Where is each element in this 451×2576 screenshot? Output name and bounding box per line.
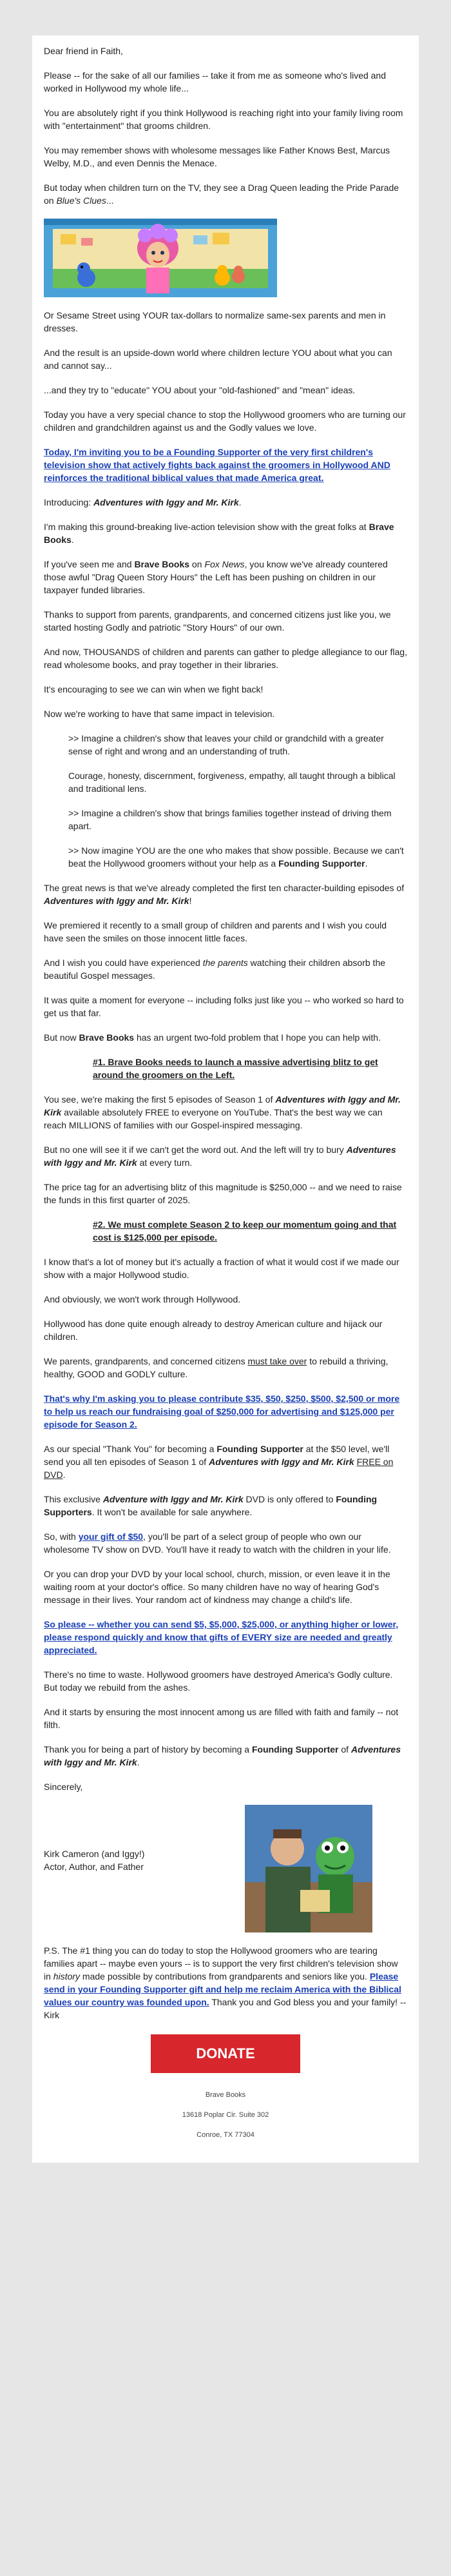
paragraph xyxy=(44,446,407,484)
gift-50-link[interactable]: your gift of $50 xyxy=(78,1531,144,1542)
numbered-point-2: #2. We must complete Season 2 to keep our momentum going and that cost is $125,000 per episode. xyxy=(93,1219,397,1243)
paragraph: And now, THOUSANDS of children and parents can gather to pledge allegiance to our flag, read wholesome books, and pray together in their libraries. xyxy=(44,647,407,670)
paragraph: Thank you for being a part of history by becoming a Founding Supporter of Adventures with Iggy and Mr. Kirk. xyxy=(44,1744,401,1767)
paragraph: You may remember shows with wholesome messages like Father Knows Best, Marcus Welby, M.D., and even Dennis the Menace. xyxy=(44,145,390,168)
paragraph: If you've seen me and Brave Books on Fox News, you know we've already countered those awful "Drag Queen Story Hours" the Left has been pushing on children in our taxpayer funded libraries. xyxy=(44,559,388,595)
paragraph: And I wish you could have experienced the parents watching their children absorb the beautiful Gospel messages. xyxy=(44,958,386,981)
paragraph: But today when children turn on the TV, they see a Drag Queen leading the Pride Parade on Blue's Clues... xyxy=(44,182,399,206)
indented-paragraph: >> Now imagine YOU are the one who makes that show possible. Because we can't beat the Hollywood groomers without your help as a Founding Supporter. xyxy=(68,845,404,869)
author-with-puppet-illustration xyxy=(245,1805,372,1932)
ps-gift-link[interactable]: Please send in your Founding Supporter gift and help me reclaim America with the Biblical values our country was founded upon. xyxy=(44,1971,401,2007)
paragraph: It's encouraging to see we can win when we fight back! xyxy=(44,684,264,694)
paragraph: Please -- for the sake of all our families -- take it from me as someone who's lived and worked in Hollywood my whole life... xyxy=(44,70,387,93)
paragraph: Hollywood has done quite enough already to destroy American culture and hijack our children. xyxy=(44,1319,383,1342)
numbered-point-1: #1. Brave Books needs to launch a massive advertising blitz to get around the groomers on the Left. xyxy=(93,1057,378,1080)
paragraph: And obviously, we won't work through Hollywood. xyxy=(44,1294,241,1304)
sign-off: Sincerely, xyxy=(44,1782,83,1792)
email-body xyxy=(32,35,419,2163)
indented-paragraph: Courage, honesty, discernment, forgiveness, empathy, all taught through a biblical and traditional lens. xyxy=(68,771,396,794)
postscript: P.S. The #1 thing you can do today to stop the Hollywood groomers who are tearing families apart -- maybe even yours -- is to support the very first children's television show in history made possible by contributions from grandparents and seniors like you. Please send in your Founding Supporter gift and help me reclaim America with the Biblical values our country was founded upon. Thank you and God bless you and your family! -- Kirk xyxy=(44,1945,407,2020)
paragraph: You see, we're making the first 5 episodes of Season 1 of Adventures with Iggy and Mr. Kirk available absolutely FREE to everyone on YouTube. That's the best way we can reach MILLIONS of families with our Gospel-inspired messaging. xyxy=(44,1094,401,1130)
paragraph: Introducing: Adventures with Iggy and Mr. Kirk. xyxy=(44,497,242,507)
contribute-link[interactable]: That's why I'm asking you to please contribute $35, $50, $250, $500, $2,500 or more to help us reach our fundraising goal of $250,000 for advertising and $125,000 per episode for Season 2. xyxy=(44,1393,400,1430)
indented-paragraph: >> Imagine a children's show that brings families together instead of driving them apart. xyxy=(68,808,392,831)
signature-name: Kirk Cameron (and Iggy!) xyxy=(44,1849,145,1859)
paragraph xyxy=(44,1392,407,1431)
paragraph: But now Brave Books has an urgent two-fold problem that I hope you can help with. xyxy=(44,1032,381,1043)
donate-button[interactable]: DONATE xyxy=(151,2034,300,2073)
footer-address-line-1: 13618 Poplar Cir. Suite 302 xyxy=(182,2111,269,2119)
paragraph: Thanks to support from parents, grandparents, and concerned citizens just like you, we started hosting Godly and patriotic "Story Hours" of our own. xyxy=(44,609,391,633)
footer-address-line-2: Conroe, TX 77304 xyxy=(197,2131,254,2139)
paragraph: You are absolutely right if you think Hollywood is reaching right into your family living room with "entertainment" that grooms children. xyxy=(44,108,403,131)
paragraph: Or you can drop your DVD by your local school, church, mission, or even leave it in the waiting room at your doctor's office. So many children have no way of hearing God's message in their lives. Your random act of kindness may change a child's life. xyxy=(44,1569,390,1605)
paragraph: I know that's a lot of money but it's actually a fraction of what it would cost if we made our show with a major Hollywood studio. xyxy=(44,1257,399,1280)
any-gift-link[interactable]: So please -- whether you can send $5, $5,000, $25,000, or anything higher or lower, please respond quickly and know that gifts of EVERY size are needed and greatly appreciated. xyxy=(44,1619,399,1655)
paragraph: The great news is that we've already completed the first ten character-building episodes of Adventures with Iggy and Mr. Kirk! xyxy=(44,883,405,906)
indented-paragraph: >> Imagine a children's show that leaves your child or grandchild with a greater sense of right and wrong and an understanding of truth. xyxy=(68,733,384,756)
paragraph: Today you have a very special chance to stop the Hollywood groomers who are turning our children and grandchildren against us and the Godly values we love. xyxy=(44,409,406,433)
signature-text xyxy=(44,1847,224,1873)
paragraph: It was quite a moment for everyone -- including folks just like you -- who worked so hard to get us that far. xyxy=(44,995,404,1018)
paragraph: So, with your gift of $50, you'll be part of a select group of people who own our wholesome TV show on DVD. You'll have it ready to watch with the children in your life. xyxy=(44,1531,391,1555)
paragraph: I'm making this ground-breaking live-action television show with the great folks at Brave Books. xyxy=(44,522,394,545)
founding-supporter-link[interactable]: Today, I'm inviting you to be a Founding Supporter of the very first children's television show that actively fights back against the groomers in Hollywood AND reinforces the traditional biblical values that made America great. xyxy=(44,447,390,483)
paragraph: As our special "Thank You" for becoming a Founding Supporter at the $50 level, we'll send you all ten episodes of Season 1 of Adventures with Iggy and Mr. Kirk FREE on DVD. xyxy=(44,1444,394,1480)
paragraph xyxy=(44,1618,407,1657)
paragraph: We premiered it recently to a small group of children and parents and I wish you could have seen the smiles on those innocent little faces. xyxy=(44,920,387,943)
footer xyxy=(44,2090,407,2163)
paragraph: And it starts by ensuring the most innocent among us are filled with faith and family -- not filth. xyxy=(44,1707,399,1730)
signature-title: Actor, Author, and Father xyxy=(44,1862,144,1872)
paragraph: This exclusive Adventure with Iggy and Mr. Kirk DVD is only offered to Founding Supporters. It won't be available for sale anywhere. xyxy=(44,1494,378,1517)
footer-org: Brave Books xyxy=(205,2091,246,2099)
paragraph: There's no time to waste. Hollywood groomers have destroyed America's Godly culture. But today we rebuild from the ashes. xyxy=(44,1669,393,1693)
paragraph: But no one will see it if we can't get the word out. And the left will try to bury Adventures with Iggy and Mr. Kirk at every turn. xyxy=(44,1145,396,1168)
author-photo xyxy=(245,1805,372,1932)
paragraph: ...and they try to "educate" YOU about your "old-fashioned" and "mean" ideas. xyxy=(44,385,356,395)
signature-block xyxy=(44,1805,407,1932)
paragraph: The price tag for an advertising blitz of this magnitude is $250,000 -- and we need to raise the funds in this first quarter of 2025. xyxy=(44,1182,402,1205)
cartoon-screenshot-image xyxy=(44,219,277,297)
cartoon-scene-illustration xyxy=(44,219,277,297)
paragraph: Now we're working to have that same impact in television. xyxy=(44,709,275,719)
paragraph: Or Sesame Street using YOUR tax-dollars to normalize same-sex parents and men in dresses. xyxy=(44,310,386,333)
paragraph: We parents, grandparents, and concerned citizens must take over to rebuild a thriving, healthy, GOOD and GODLY culture. xyxy=(44,1356,389,1379)
greeting: Dear friend in Faith, xyxy=(44,46,123,56)
paragraph: And the result is an upside-down world where children lecture YOU about what you can and cannot say... xyxy=(44,348,392,371)
